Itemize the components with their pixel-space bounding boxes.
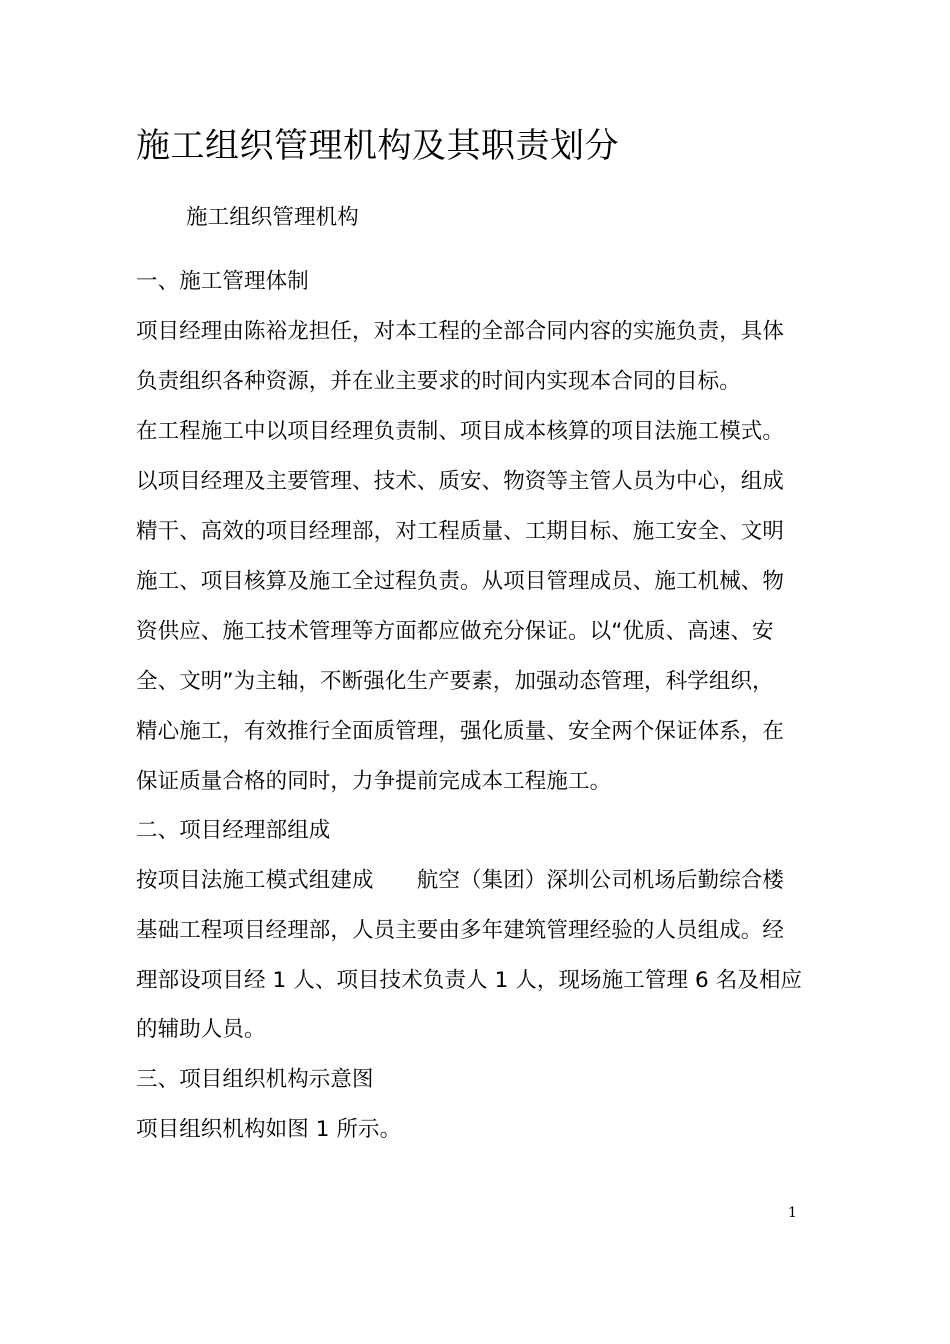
document-subtitle: 施工组织管理机构 <box>186 205 359 230</box>
paragraph-line: 以项目经理及主要管理、技术、质安、物资等主管人员为中心，组成 <box>136 469 785 494</box>
paragraph-line: 全、文明”为主轴，不断强化生产要素，加强动态管理，科学组织， <box>136 669 774 694</box>
paragraph-line: 理部设项目经 1 人、项目技术负责人 1 人，现场施工管理 6 名及相应 <box>136 968 803 993</box>
paragraph-line: 基础工程项目经理部，人员主要由多年建筑管理经验的人员组成。经 <box>136 918 785 943</box>
paragraph-line: 资供应、施工技术管理等方面都应做充分保证。以“优质、高速、安 <box>136 619 774 644</box>
paragraph-line: 施工、项目核算及施工全过程负责。从项目管理成员、施工机械、物 <box>136 569 785 594</box>
section-heading-project-department: 二、项目经理部组成 <box>136 818 331 843</box>
paragraph-line: 按项目法施工模式组建成 航空（集团）深圳公司机场后勤综合楼 <box>136 868 785 893</box>
section-heading-org-chart: 三、项目组织机构示意图 <box>136 1067 374 1092</box>
section-heading-management-system: 一、施工管理体制 <box>136 269 309 294</box>
paragraph-line: 项目经理由陈裕龙担任，对本工程的全部合同内容的实施负责，具体 <box>136 319 785 344</box>
document-title: 施工组织管理机构及其职责划分 <box>136 126 619 166</box>
paragraph-line: 项目组织机构如图 1 所示。 <box>136 1117 402 1142</box>
paragraph-line: 精心施工，有效推行全面质管理，强化质量、安全两个保证体系，在 <box>136 719 785 744</box>
paragraph-line: 负责组织各种资源，并在业主要求的时间内实现本合同的目标。 <box>136 369 741 394</box>
paragraph-line: 的辅助人员。 <box>136 1017 266 1042</box>
paragraph-line: 保证质量合格的同时，力争提前完成本工程施工。 <box>136 769 612 794</box>
page-number: 1 <box>788 1205 797 1221</box>
paragraph-line: 精干、高效的项目经理部，对工程质量、工期目标、施工安全、文明 <box>136 519 785 544</box>
paragraph-line: 在工程施工中以项目经理负责制、项目成本核算的项目法施工模式。 <box>136 419 785 444</box>
